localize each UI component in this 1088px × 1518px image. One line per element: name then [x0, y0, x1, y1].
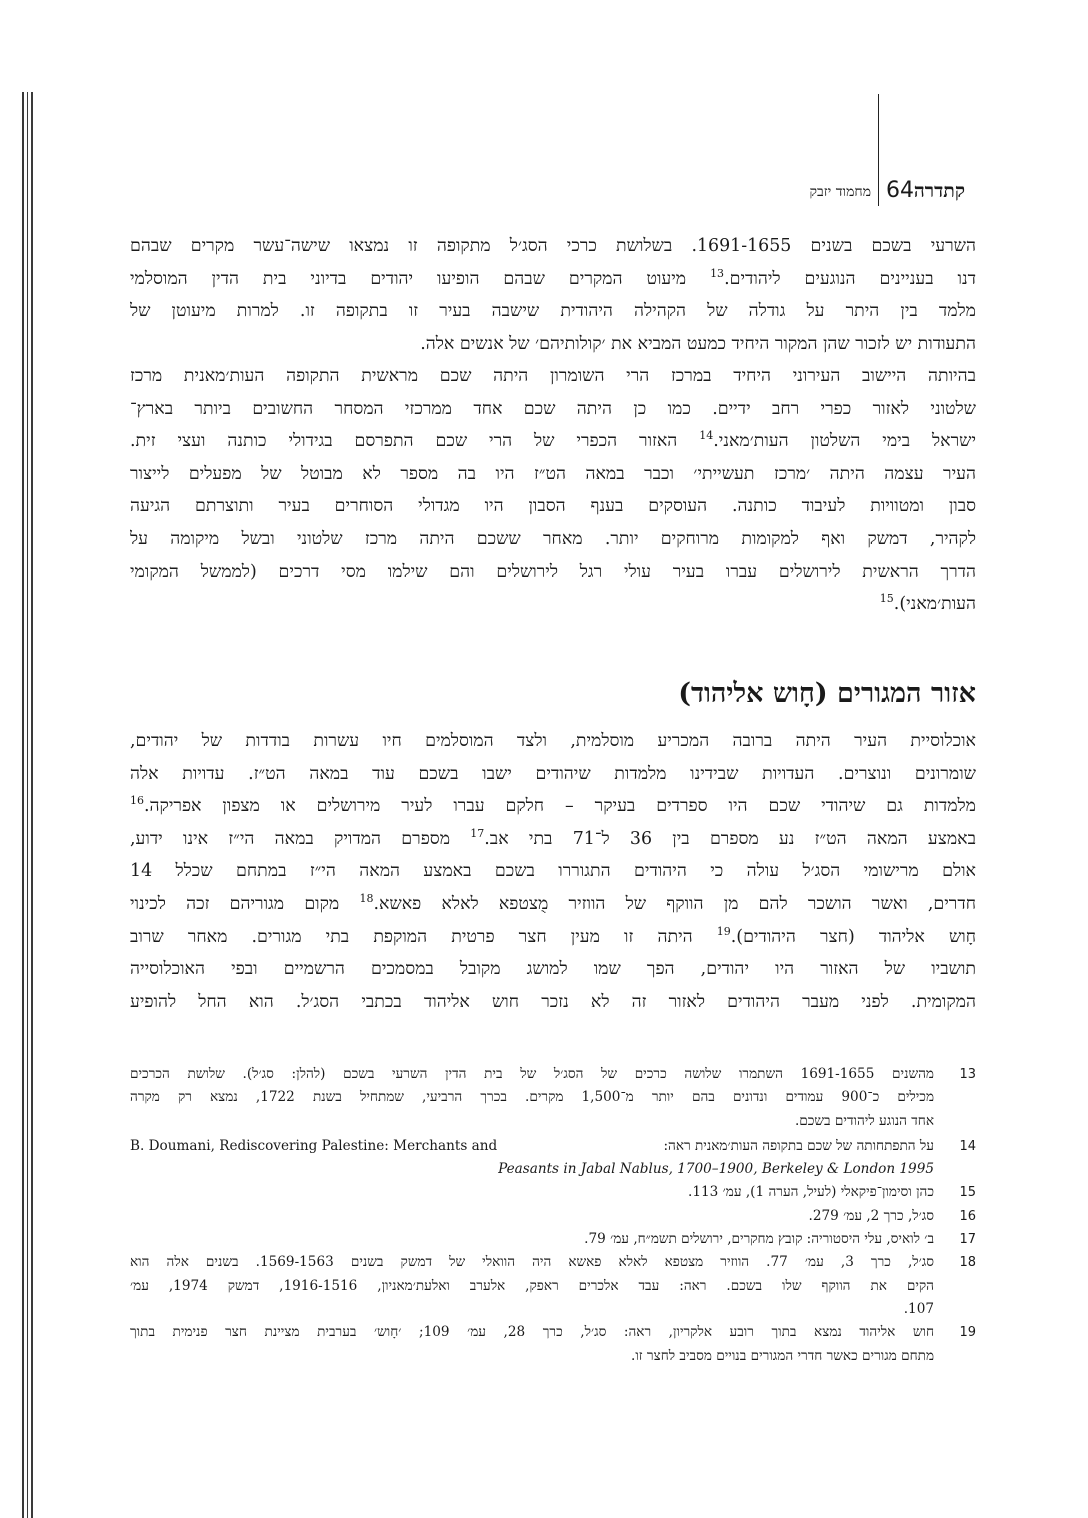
page-binding-edge	[22, 92, 36, 1518]
page-number: 64	[886, 178, 914, 203]
paragraph-1	[130, 230, 976, 360]
footnote: 15 כהן וסימון־פיקאלי (לעיל, הערה 1), עמ׳ 113.	[130, 1181, 976, 1204]
text-line: סבון ומטוויות לעיבוד כותנה. העוסקים בענף הסבון היו מגדולי הסוחרים בעיר ותוצרתם הגיעה	[130, 496, 976, 517]
text-line: העיר עצמה היתה ׳מרכז תעשייתי׳ וכבר במאה הט״ז היו בה מספר לא מבוטל של מפעלים לייצור	[130, 463, 976, 484]
text-line: העות׳מאני).$^{15}$	[879, 592, 976, 615]
text-line: התעודות יש לזכור שהן המקור היחיד כמעט המביא את ׳קולותיהם׳ של אנשים אלה.	[420, 333, 976, 354]
paragraph-3	[130, 725, 976, 1018]
footnote-number: 15	[959, 1185, 976, 1201]
paragraph-2	[130, 360, 976, 621]
footnotes	[130, 1063, 976, 1368]
text-line: הדרך הראשית לירושלים עברו בעיר עולי רגל לירושלים והם שילמו מסי דרכים (לממשל המקומי	[130, 561, 976, 582]
text-line: מלמד בין היתר על גודלה של הקהילה היהודית שישבה בעיר זו בתקופה זו. למרות מיעוטן של	[130, 301, 976, 322]
text-line: המקומית. לפני מעבר היהודים לאזור זה לא נזכר חוש אליהוד בכתבי הסג׳ל. הוא החל להופיע	[130, 991, 976, 1012]
text-line: שומרונים ונוצרים. העדויות שבידינו מלמדות שיהודים ישבו בשכם עוד במאה הט״ז. עדויות אלה	[130, 763, 976, 784]
footnote-ref[interactable]: 17	[470, 826, 485, 840]
footnote-number: 13	[959, 1067, 976, 1082]
running-head-author: מחמוד יזבק	[809, 184, 871, 200]
footnote: 16 סג׳ל, כרך 2, עמ׳ 279.	[130, 1205, 976, 1228]
footnote-ref[interactable]: 13	[710, 266, 725, 280]
footnote-number: 14	[959, 1138, 976, 1154]
footnote-ref[interactable]: 18	[359, 892, 374, 906]
footnote: 13 מהשנים 1691-1655 השתמרו שלושה כרכים של הסג׳ל של בית הדין השרעי בשכם (להלן: סג׳ל). שלושת הכרכים מכילים כ־900 עמודים ונדונים בהם יותר מ־1,500 מקרים. בכרך הרביעי, שמתחיל בשנת 1722, נמצא רק מקרה אחד הנוגע ליהודים בשכם.	[130, 1063, 976, 1133]
text-line: דנו בעניינים הנוגעים ליהודים.$^{13}$ מיעוט המקרים שבהם הופיעו יהודים בדיוני בית הדין המוסלמי	[130, 266, 976, 289]
running-head-section: קתדרה	[913, 180, 965, 202]
footnote-number: 17	[959, 1232, 976, 1248]
footnote-ref[interactable]: 15	[879, 592, 894, 606]
text-line: מלמדות גם שיהודי שכם היו ספרדים בעיקר – חלקם עברו לעיר מירושלים או מצפון אפריקה.$^{16}$	[130, 794, 976, 817]
text-line: חָוש אליהוד (חצר היהודים).$^{19}$ היתה זו מעין חצר פרטית המוקפת בתי מגורים. מאחר שרוב	[130, 924, 976, 947]
header-rule	[878, 94, 879, 206]
footnote: 14 על התפתחותה של שכם בתקופה העות׳מאנית ראה: B. Doumani, Rediscovering Palestine: Merchants and Peasants in Jabal Nablus, 1700–1900, Berkeley & London 1995	[130, 1135, 976, 1182]
text-line: ישראל בימי השלטון העות׳מאני.$^{14}$ האזור הכפרי של הרי שכם התפרסם בגידולי כותנה ועצי זית.	[130, 429, 976, 452]
text-line: אולם מרישומי הסג׳ל עולה כי היהודים התגוררו בשכם באמצע המאה הי״ז במתחם שכלל 14	[130, 861, 976, 882]
footnote-ref[interactable]: 14	[699, 429, 714, 443]
footnote-number: 18	[959, 1255, 976, 1271]
text-line: תושביו של האזור היו יהודים, הפך שמו למושג מקובל במסמכים הרשמיים ובפי האוכלוסייה	[130, 959, 976, 980]
text-line: בהיותה היישוב העירוני היחיד במרכז הרי השומרון היתה שכם מראשית התקופה העות׳מאנית מרכז	[130, 366, 976, 386]
footnote: 17 ב׳ לואיס, עלי היסטוריה: קובץ מחקרים, ירושלים תשמ״ח, עמ׳ 79.	[130, 1228, 976, 1251]
page-header	[770, 178, 965, 208]
text-line: השרעי בשכם בשנים 1691-1655. בשלושת כרכי הסג׳ל מתקופה זו נמצאו שישה־עשר מקרים שבהם	[130, 236, 976, 256]
footnote: 18 סג׳ל, כרך 3, עמ׳ 77. הווזיר מצטפא לאלא פאשא היה הוואלי של דמשק בשנים 1569-1563. בשנים אלה הוא הקים את הווקף שלו בשכם. ראה: עבד אלכרים ראפק, אלערב ואלעת׳מאניון, 1916-1516, דמשק 1974, עמ׳ 107.	[130, 1251, 976, 1321]
text-line: לקהיר, דמשק ואף למקומות מרוחקים יותר. מאחר ששכם היתה מרכז שלטוני ובשל מיקומה על	[130, 528, 976, 549]
footnote-number: 19	[959, 1325, 976, 1341]
footnote-ref[interactable]: 16	[130, 794, 144, 808]
text-line: אוכלוסיית העיר היתה ברובה המכריע מוסלמית, ולצד המוסלמים חיו עשרות בודדות של יהודים,	[130, 731, 976, 751]
text-line: באמצע המאה הט״ז נע מספרם בין 36 ל־71 בתי אב.$^{17}$ מספרם המדויק במאה הי״ז אינו ידוע,	[130, 826, 976, 849]
text-line: חדרים, ואשר הושכר להם מן הווקף של הווזיר מֻצטפא לאלא פאשא.$^{18}$ מקום מגוריהם זכה לכינוי	[130, 892, 976, 914]
footnote: 19 חוש אליהוד נמצא בתוך רובע אלקריון, ראה: סג׳ל, כרך 28, עמ׳ 109; ׳חָוש׳ בערבית מציינת חצר פנימית בתוך מתחם מגורים כאשר חדרי המגורים בנויים מסביב לחצר זו.	[130, 1321, 976, 1368]
section-heading: אזור המגורים (חָוש אליהוד)	[678, 678, 976, 709]
text-line: שלטוני לאזור כפרי רחב ידיים. כמו כן היתה שכם אחד ממרכזי המסחר החשובים ביותר בארץ־	[130, 398, 976, 419]
footnote-number: 16	[959, 1208, 976, 1224]
footnote-ref[interactable]: 19	[716, 924, 731, 938]
